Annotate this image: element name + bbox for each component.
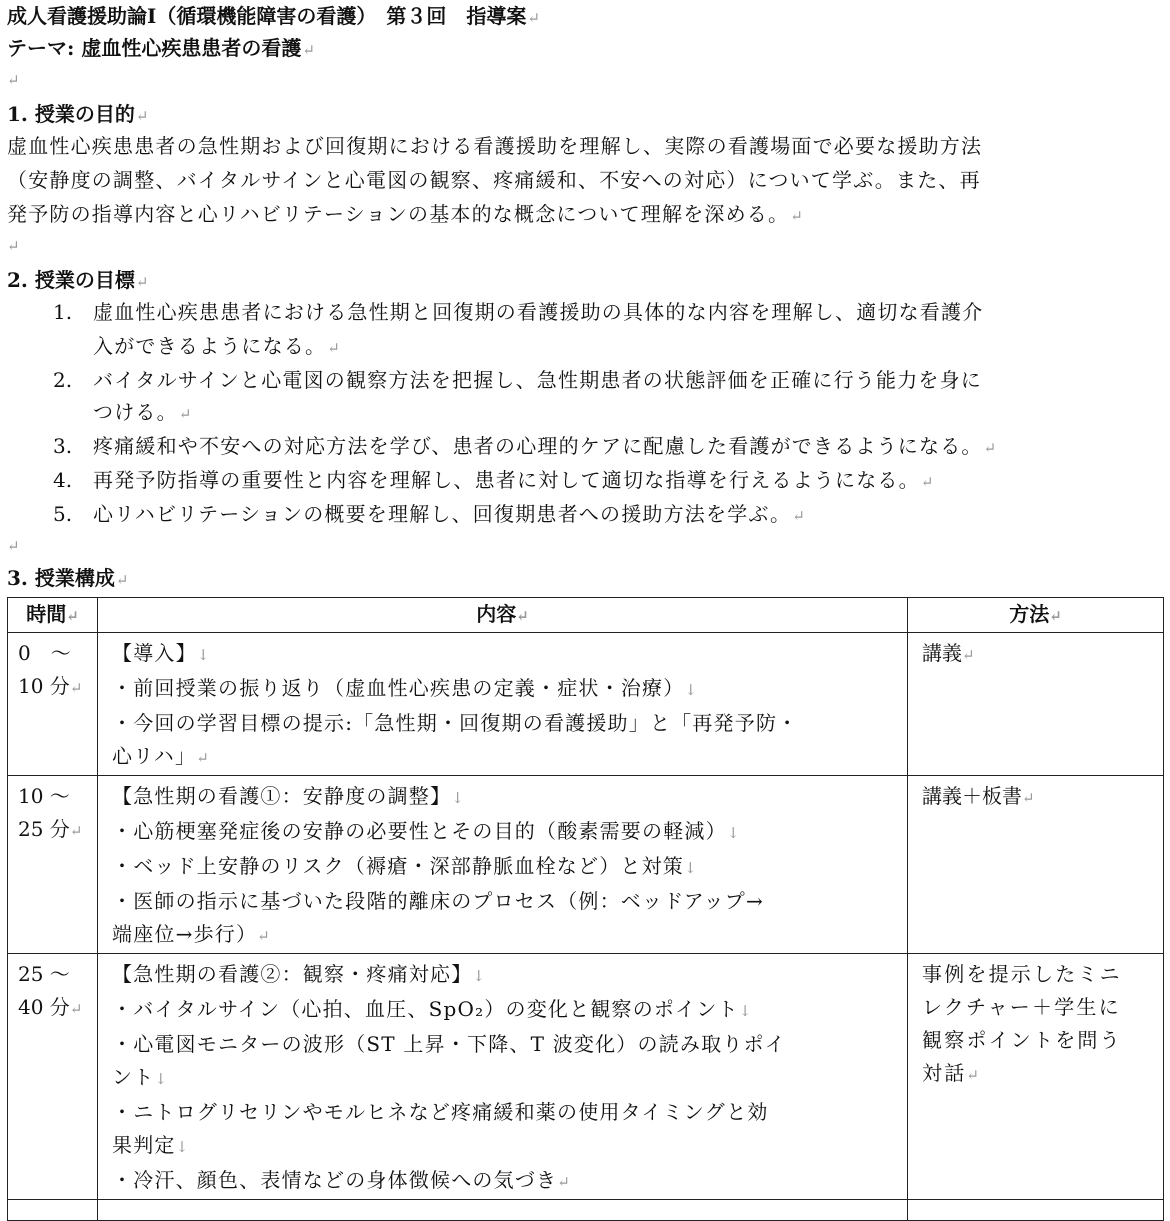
time-cell xyxy=(8,1200,98,1221)
goal-number: 3. xyxy=(53,434,73,458)
table-row xyxy=(8,1200,1164,1221)
goal-number: 1. xyxy=(53,300,73,324)
time-cell: 25 ～ 40 分↵ xyxy=(8,954,98,1200)
time-cell: 0 ～ 10 分↵ xyxy=(8,633,98,776)
content-cell: 【急性期の看護②：観察・疼痛対応】↓ ・バイタルサイン（心拍、血圧、SpO₂）の変化と観察のポイント↓ ・心電図モニターの波形（ST 上昇・下降、T 波変化）の読み取りポイ ント↓ ・ニトログリセリンやモルヒネなど疼痛緩和薬の使用タイミングと効 果判定↓ ・冷汗、顔色、表情などの身体徴候への気づき↵ xyxy=(98,954,908,1200)
content-cell: 【導入】↓ ・前回授業の振り返り（虚血性心疾患の定義・症状・治療）↓ ・今回の学習目標の提示:「急性期・回復期の看護援助」と「再発予防・ 心リハ」↵ xyxy=(98,633,908,776)
header-method: 方法↵ xyxy=(908,598,1164,633)
lesson-structure-table xyxy=(7,597,1164,1221)
table-row xyxy=(8,633,1164,776)
paragraph-mark: ↵ xyxy=(135,273,149,291)
section3-heading: 3. 授業構成↵ xyxy=(7,566,129,590)
section1-body-line: 虚血性心疾患患者の急性期および回復期における看護援助を理解し、実際の看護場面で必要な援助方法 xyxy=(7,134,983,158)
method-cell: 講義＋板書↵ xyxy=(908,776,1164,954)
document-title: 成人看護援助論Ⅰ（循環機能障害の看護） 第３回 指導案↵ xyxy=(7,4,540,28)
time-cell: 10 ～ 25 分↵ xyxy=(8,776,98,954)
header-time: 時間↵ xyxy=(8,598,98,633)
goal-number: 2. xyxy=(53,368,73,392)
empty-paragraph: ↵ xyxy=(7,237,20,255)
paragraph-mark: ↵ xyxy=(983,439,998,457)
goal-text: 入ができるようになる。↵ xyxy=(93,334,341,358)
paragraph-mark: ↵ xyxy=(115,571,129,589)
table-header-row xyxy=(8,598,1164,633)
content-cell xyxy=(98,1200,908,1221)
paragraph-mark: ↵ xyxy=(527,9,540,27)
section2-heading: 2. 授業の目標↵ xyxy=(7,268,149,292)
goal-text: 心リハビリテーションの概要を理解し、回復期患者への援助方法を学ぶ。↵ xyxy=(93,502,806,526)
section1-body-line: （安静度の調整、バイタルサインと心電図の観察、疼痛緩和、不安への対応）について学ぶ。また、再 xyxy=(7,168,981,192)
goal-text: 再発予防指導の重要性と内容を理解し、患者に対して適切な指導を行えるようになる。↵ xyxy=(93,468,935,492)
empty-paragraph: ↵ xyxy=(7,71,20,89)
paragraph-mark: ↵ xyxy=(178,405,193,423)
method-cell: 事例を提示したミニ レクチャー＋学生に 観察ポイントを問う 対話↵ xyxy=(908,954,1164,1200)
section1-body-line: 発予防の指導内容と心リハビリテーションの基本的な概念について理解を深める。↵ xyxy=(7,202,804,226)
paragraph-mark: ↵ xyxy=(792,507,806,525)
theme-line: テーマ: 虚血性心疾患患者の看護↵ xyxy=(7,36,315,60)
header-content: 内容↵ xyxy=(98,598,908,633)
method-cell xyxy=(908,1200,1164,1221)
section1-heading: 1. 授業の目的↵ xyxy=(7,102,149,126)
goal-text: 疼痛緩和や不安への対応方法を学び、患者の心理的ケアに配慮した看護ができるようになる。↵ xyxy=(93,434,998,458)
goal-number: 5. xyxy=(53,502,73,526)
paragraph-mark: ↵ xyxy=(327,339,341,357)
paragraph-mark: ↵ xyxy=(790,207,804,225)
goal-text: バイタルサインと心電図の観察方法を把握し、急性期患者の状態評価を正確に行う能力を身に xyxy=(93,368,982,392)
empty-paragraph: ↵ xyxy=(7,537,20,555)
goal-text: つける。↵ xyxy=(93,400,193,424)
method-cell: 講義↵ xyxy=(908,633,1164,776)
paragraph-mark: ↵ xyxy=(920,473,935,491)
content-cell: 【急性期の看護①：安静度の調整】↓ ・心筋梗塞発症後の安静の必要性とその目的（酸素需要の軽減）↓ ・ベッド上安静のリスク（褥瘡・深部静脈血栓など）と対策↓ ・医師の指示に基づいた段階的離床のプロセス（例：ベッドアップ→ 端座位→歩行）↵ xyxy=(98,776,908,954)
paragraph-mark: ↵ xyxy=(135,107,149,125)
table-row xyxy=(8,954,1164,1200)
paragraph-mark: ↵ xyxy=(302,41,315,59)
goal-number: 4. xyxy=(53,468,73,492)
table-row xyxy=(8,776,1164,954)
goal-text: 虚血性心疾患患者における急性期と回復期の看護援助の具体的な内容を理解し、適切な看護介 xyxy=(93,300,984,324)
